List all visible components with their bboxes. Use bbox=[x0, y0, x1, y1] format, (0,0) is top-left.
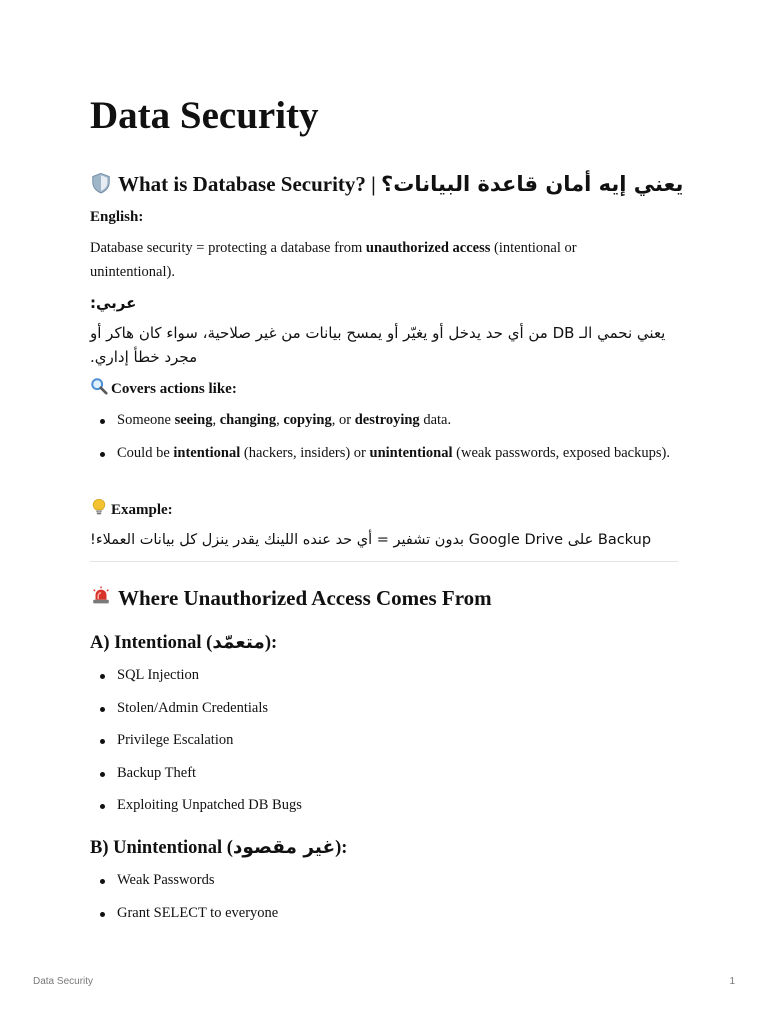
lightbulb-icon bbox=[90, 498, 108, 516]
list-text: data. bbox=[419, 412, 452, 428]
list-text: , bbox=[212, 412, 220, 428]
section-heading-database-security bbox=[90, 170, 683, 198]
subheading-text: A) Intentional ( bbox=[90, 633, 213, 653]
english-label: English: bbox=[90, 209, 144, 225]
list-text: , bbox=[276, 412, 284, 428]
arabic-label bbox=[90, 292, 136, 314]
intentional-list bbox=[90, 664, 678, 818]
covers-label-text: Covers actions like: bbox=[111, 381, 237, 397]
section-heading-unauthorized-access bbox=[90, 584, 492, 612]
definition-bold: unauthorized access bbox=[365, 240, 491, 256]
arabic-label-text: عربي: bbox=[90, 294, 137, 312]
example-label bbox=[90, 498, 173, 521]
covers-list bbox=[90, 409, 678, 465]
english-definition bbox=[90, 237, 650, 284]
section-heading-english: What is Database Security? | bbox=[118, 172, 382, 196]
definition-text: Database security = protecting a database from bbox=[90, 240, 366, 256]
subheading-arabic: متعمّد bbox=[212, 632, 265, 653]
covers-label bbox=[90, 377, 237, 400]
list-bold: copying bbox=[283, 412, 332, 428]
subheading-text: B) Unintentional ( bbox=[90, 838, 233, 858]
page-number: 1 bbox=[729, 976, 735, 987]
list-item bbox=[90, 442, 678, 466]
unintentional-list bbox=[90, 869, 678, 925]
list-item: Weak Passwords bbox=[90, 869, 678, 893]
footer-title: Data Security bbox=[33, 976, 94, 987]
list-item: Privilege Escalation bbox=[90, 729, 678, 753]
list-item: Grant SELECT to everyone bbox=[90, 902, 678, 926]
list-item: Stolen/Admin Credentials bbox=[90, 697, 678, 721]
list-item bbox=[90, 409, 678, 433]
magnifier-icon bbox=[90, 377, 108, 395]
subheading-arabic: غير مقصود bbox=[232, 837, 336, 858]
example-text: Backup على Google Drive بدون تشفير = أي حد عنده اللينك يقدر ينزل كل بيانات العملاء! bbox=[90, 532, 652, 548]
section-heading-arabic: يعني إيه أمان قاعدة البيانات؟ bbox=[381, 172, 684, 196]
list-item: Backup Theft bbox=[90, 762, 678, 786]
list-bold: seeing bbox=[174, 412, 213, 428]
list-text: Could be bbox=[117, 444, 174, 461]
list-text: (weak passwords, exposed backups). bbox=[452, 444, 670, 461]
list-bold: intentional bbox=[173, 444, 241, 461]
list-text: , or bbox=[331, 412, 355, 428]
arabic-definition: يعني نحمي الـ DB من أي حد يدخل أو يغيّر أو يمسح بيانات من غير صلاحية، سواء كان هاكر أو مجرد خطأ إداري. bbox=[90, 324, 666, 366]
subheading-end: ): bbox=[264, 633, 278, 653]
list-item: SQL Injection bbox=[90, 664, 678, 688]
list-bold: destroying bbox=[354, 412, 420, 428]
example-label-text: Example: bbox=[111, 502, 173, 518]
section-divider bbox=[90, 561, 678, 562]
list-text: Someone bbox=[117, 412, 175, 428]
list-bold: changing bbox=[219, 412, 277, 428]
shield-icon bbox=[90, 172, 112, 194]
section-heading-text: Where Unauthorized Access Comes From bbox=[118, 586, 492, 610]
page-title: Data Security bbox=[90, 94, 319, 137]
list-item: Exploiting Unpatched DB Bugs bbox=[90, 794, 678, 818]
list-text: (hackers, insiders) or bbox=[240, 444, 370, 461]
subheading-intentional bbox=[90, 630, 277, 656]
definition-text-end: (intentional or unintentional). bbox=[90, 240, 577, 280]
subheading-end: ): bbox=[335, 838, 348, 858]
subheading-unintentional bbox=[90, 835, 347, 861]
list-bold: unintentional bbox=[369, 444, 453, 461]
siren-icon bbox=[90, 586, 112, 608]
